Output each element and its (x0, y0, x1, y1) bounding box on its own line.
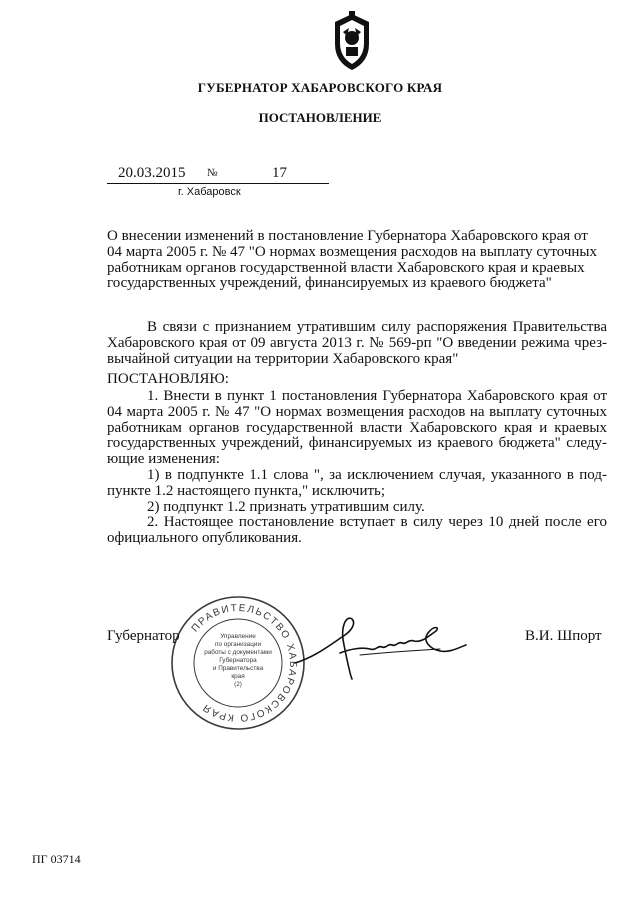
seal-center-line: края (231, 673, 245, 680)
seal-center-line: работы с документами (204, 649, 272, 656)
document-date: 20.03.2015 (118, 165, 186, 181)
form-serial-number: ПГ 03714 (32, 852, 81, 866)
seal-center-line: Управление (220, 633, 256, 640)
handwritten-signature (290, 605, 470, 685)
seal-center-line: (2) (234, 681, 242, 688)
document-type: ПОСТАНОВЛЕНИЕ (258, 110, 382, 125)
issuer-title: ГУБЕРНАТОР ХАБАРОВСКОГО КРАЯ (197, 80, 443, 95)
number-sign: № (207, 167, 218, 179)
seal-ring-path: ПРАВИТЕЛЬСТВО ХАБАРОВСКОГО КРАЯ (189, 602, 299, 724)
clause: 1) в подпункте 1.1 слова ", за исключением случая, указанного в под-пункте 1.2 настоящего пункта," исключить; (107, 466, 607, 499)
document-number: 17 (272, 165, 287, 181)
decree-body (107, 389, 607, 547)
date-underline (107, 183, 329, 184)
seal-center-line: и Правительства (212, 665, 264, 672)
clause: 1. Внести в пункт 1 постановления Губернатора Хабаровского края от 04 марта 2005 г. № 47 "О нормах возмещения расходов на выплату суточных работникам органов государственной власти Хабаровского края и краевых государственных учреждений, финансируемых из краевого бюджета" следу-ющие изменения: (107, 388, 607, 468)
subject-line: 04 марта 2005 г. № 47 "О нормах возмещения расходов на выплату суточных (107, 243, 597, 260)
clause: 2. Настоящее постановление вступает в силу через 10 дней после его официального опубликования. (107, 514, 607, 547)
clause: 2) подпункт 1.2 признать утратившим силу. (147, 498, 425, 515)
signatory-name: В.И. Шпорт (525, 628, 602, 644)
preamble-text: В связи с признанием утратившим силу распоряжения Правительства Хабаровского края от 09 августа 2013 г. № 569-рп "О введении режима чрез-вычайной ситуации на территории Хабаровского края" (107, 319, 607, 367)
document-subject (107, 229, 607, 292)
subject-line: О внесении изменений в постановление Губернатора Хабаровского края от (107, 228, 588, 244)
subject-line: государственных учреждений, финансируемых из краевого бюджета" (107, 275, 552, 292)
date-number-line (107, 165, 329, 185)
seal-center-line: по организации (214, 641, 262, 648)
place-of-issue: г. Хабаровск (178, 186, 241, 198)
coat-of-arms-emblem (327, 10, 377, 72)
seal-center-line: Губернатора (219, 657, 257, 664)
official-seal (168, 594, 308, 732)
signatory-role: Губернатор (107, 628, 180, 644)
decree-word: ПОСТАНОВЛЯЮ: (107, 371, 229, 387)
preamble (107, 320, 607, 367)
subject-line: работникам органов государственной власти Хабаровского края и краевых (107, 259, 585, 276)
